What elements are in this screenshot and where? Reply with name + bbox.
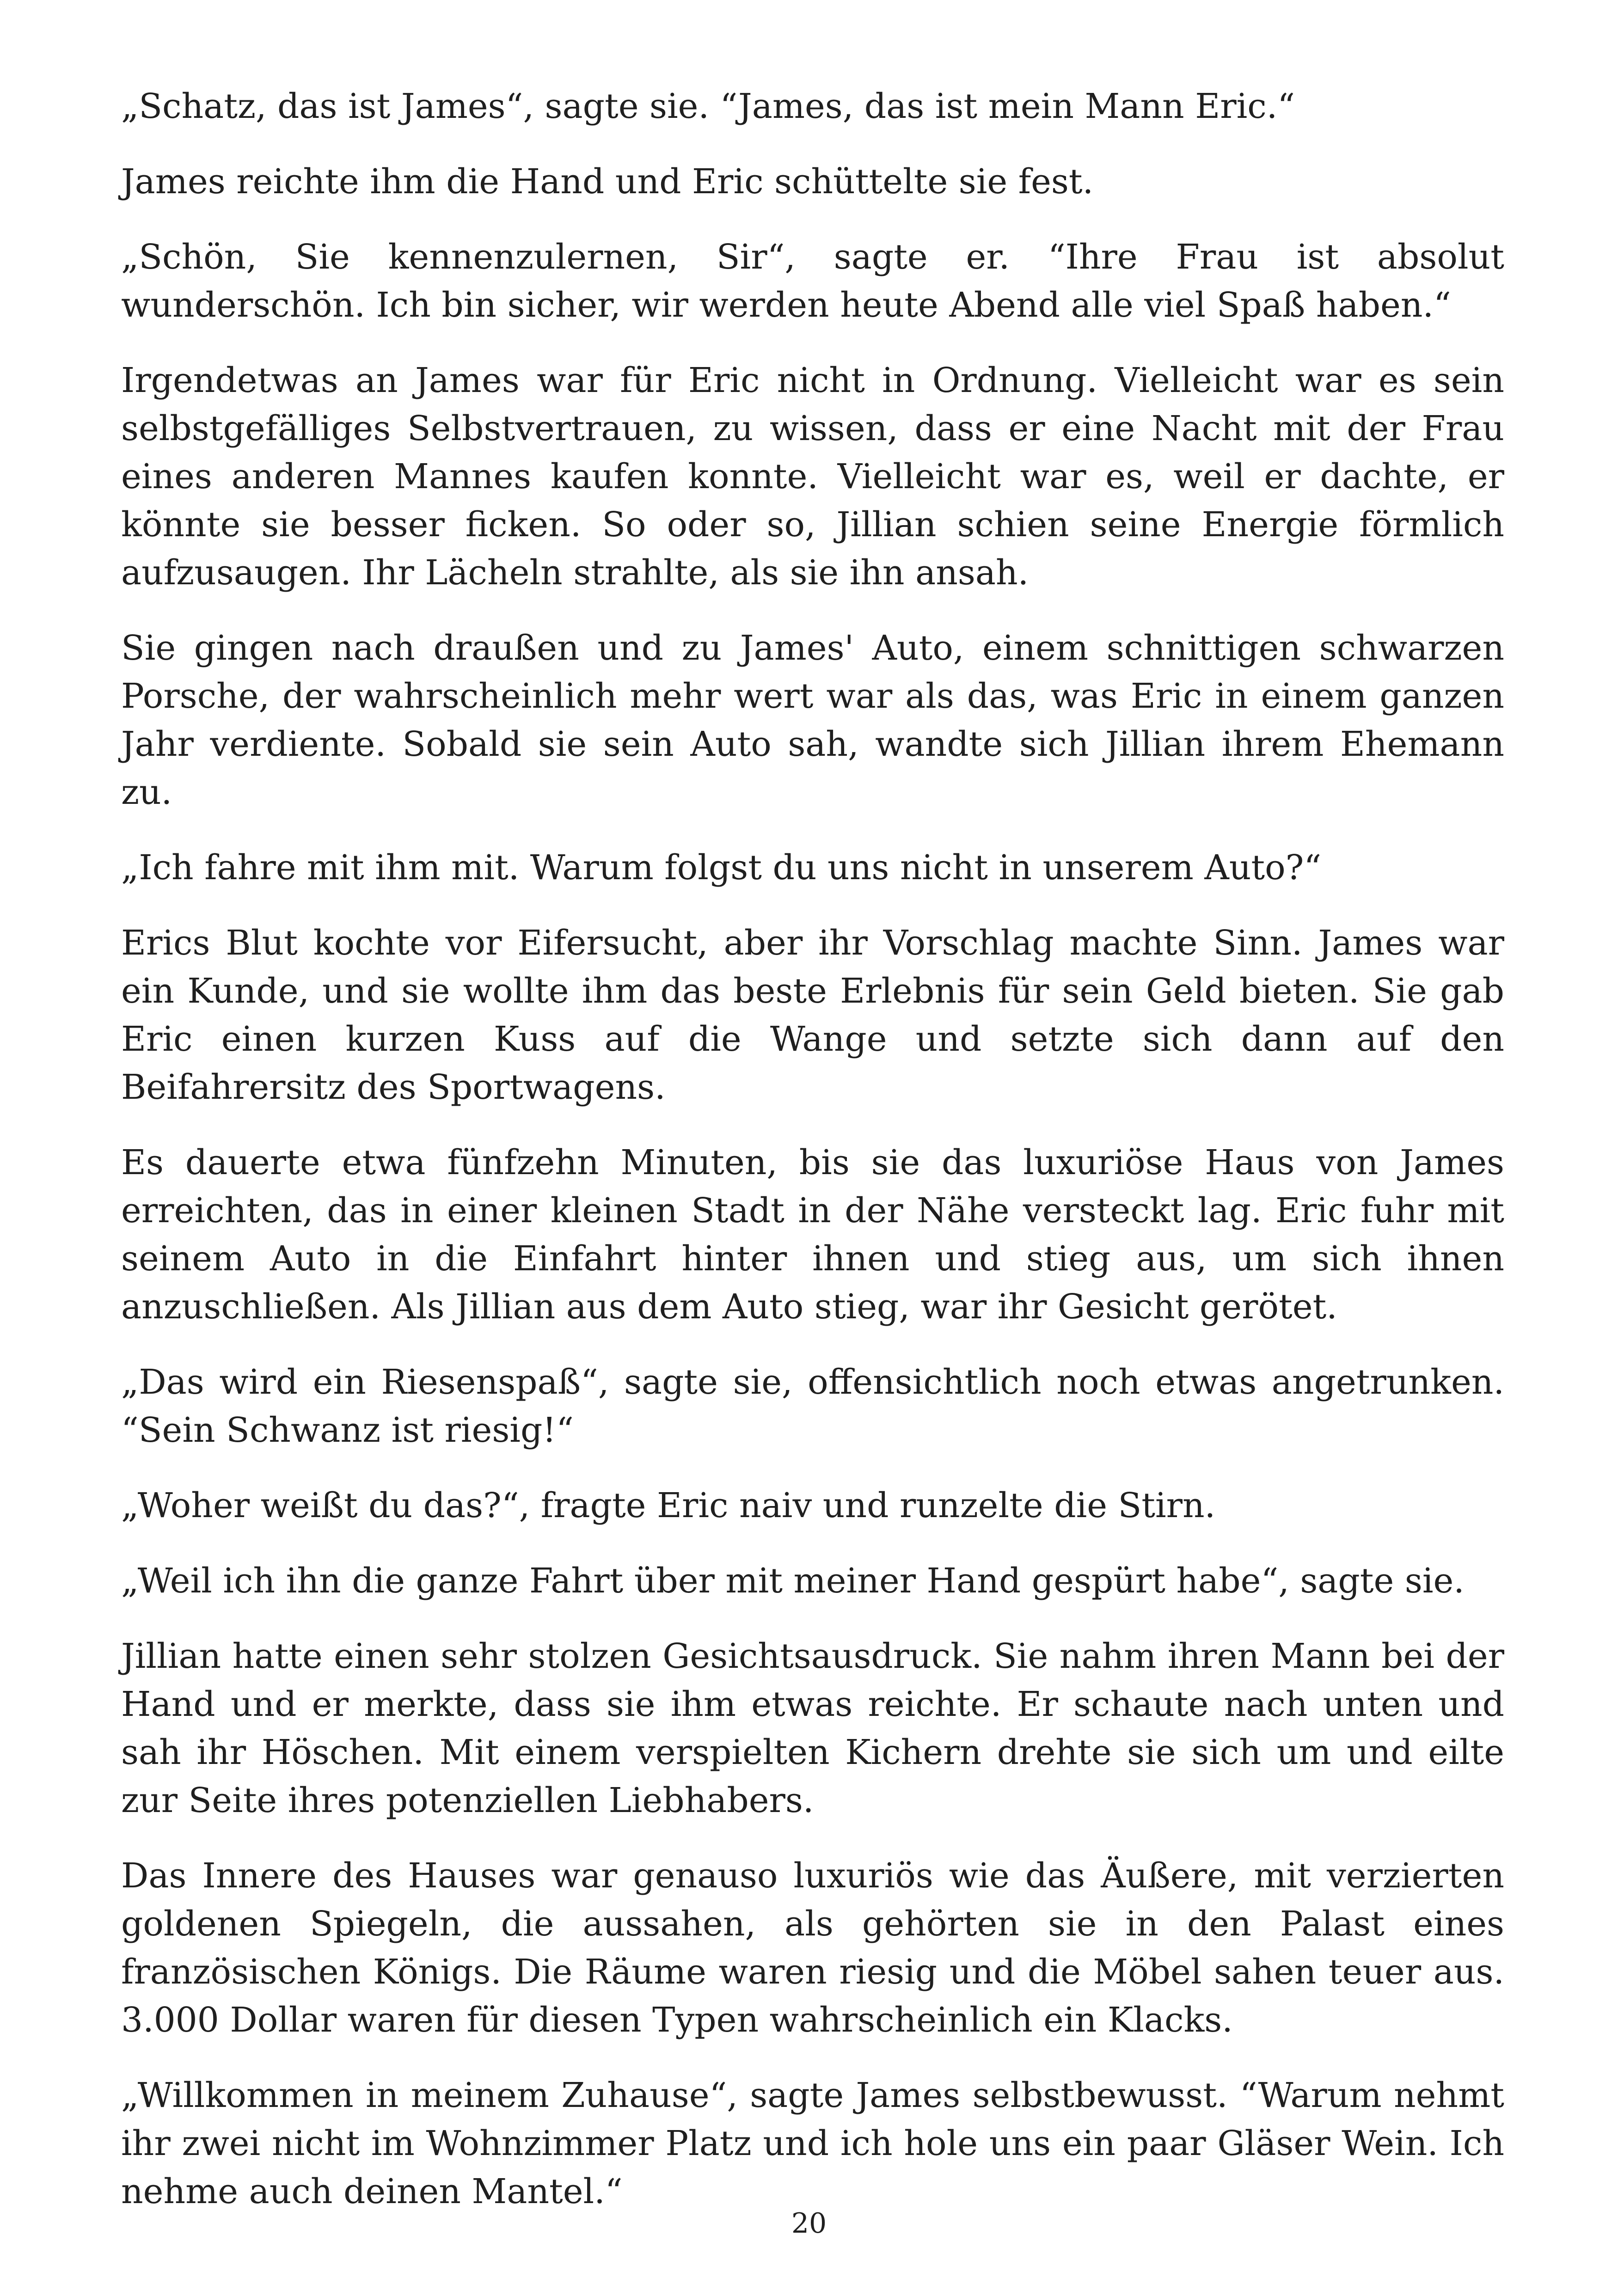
- paragraph: „Willkommen in meinem Zuhause“, sagte James selbstbewusst. “Warum nehmt ihr zwei nicht im Wohnzimmer Platz und ich hole uns ein paar Gläser Wein. Ich nehme auch deinen Mantel.“: [121, 2076, 1504, 2211]
- paragraph: James reichte ihm die Hand und Eric schüttelte sie fest.: [121, 162, 1094, 202]
- paragraph: Irgendetwas an James war für Eric nicht in Ordnung. Vielleicht war es sein selbstgefälliges Selbstvertrauen, zu wissen, dass er eine Nacht mit der Frau eines anderen Mannes kaufen konnte. Vielleicht war es, weil er dachte, er könnte sie besser ficken. So oder so, Jillian schien seine Energie förmlich aufzusaugen. Ihr Lächeln strahlte, als sie ihn ansah.: [121, 361, 1504, 593]
- paragraph: „Ich fahre mit ihm mit. Warum folgst du uns nicht in unserem Auto?“: [121, 848, 1322, 888]
- paragraph: „Weil ich ihn die ganze Fahrt über mit meiner Hand gespürt habe“, sagte sie.: [121, 1561, 1465, 1601]
- paragraph: Sie gingen nach draußen und zu James' Auto, einem schnittigen schwarzen Porsche, der wahrscheinlich mehr wert war als das, was Eric in einem ganzen Jahr verdiente. Sobald sie sein Auto sah, wandte sich Jillian ihrem Ehemann zu.: [121, 628, 1504, 812]
- paragraph: „Schatz, das ist James“, sagte sie. “James, das ist mein Mann Eric.“: [121, 86, 1295, 126]
- page-number: 20: [791, 2207, 827, 2240]
- paragraph: „Schön, Sie kennenzulernen, Sir“, sagte er. “Ihre Frau ist absolut wunderschön. Ich bin sicher, wir werden heute Abend alle viel Spaß haben.“: [121, 237, 1504, 325]
- page-body: [121, 82, 1504, 2243]
- paragraph: Erics Blut kochte vor Eifersucht, aber ihr Vorschlag machte Sinn. James war ein Kunde, und sie wollte ihm das beste Erlebnis für sein Geld bieten. Sie gab Eric einen kurzen Kuss auf die Wange und setzte sich dann auf den Beifahrersitz des Sportwagens.: [121, 923, 1504, 1107]
- paragraph: „Woher weißt du das?“, fragte Eric naiv und runzelte die Stirn.: [121, 1486, 1216, 1525]
- paragraph: Es dauerte etwa fünfzehn Minuten, bis sie das luxuriöse Haus von James erreichten, das in einer kleinen Stadt in der Nähe versteckt lag. Eric fuhr mit seinem Auto in die Einfahrt hinter ihnen und stieg aus, um sich ihnen anzuschließen. Als Jillian aus dem Auto stieg, war ihr Gesicht gerötet.: [121, 1143, 1504, 1327]
- paragraph: Das Innere des Hauses war genauso luxuriös wie das Äußere, mit verzierten goldenen Spiegeln, die aussahen, als gehörten sie in den Palast eines französischen Königs. Die Räume waren riesig und die Möbel sahen teuer aus. 3.000 Dollar waren für diesen Typen wahrscheinlich ein Klacks.: [121, 1856, 1504, 2040]
- paragraph: „Das wird ein Riesenspaß“, sagte sie, offensichtlich noch etwas angetrunken. “Sein Schwanz ist riesig!“: [121, 1362, 1504, 1450]
- paragraph: Jillian hatte einen sehr stolzen Gesichtsausdruck. Sie nahm ihren Mann bei der Hand und er merkte, dass sie ihm etwas reichte. Er schaute nach unten und sah ihr Höschen. Mit einem verspielten Kichern drehte sie sich um und eilte zur Seite ihres potenziellen Liebhabers.: [121, 1636, 1504, 1820]
